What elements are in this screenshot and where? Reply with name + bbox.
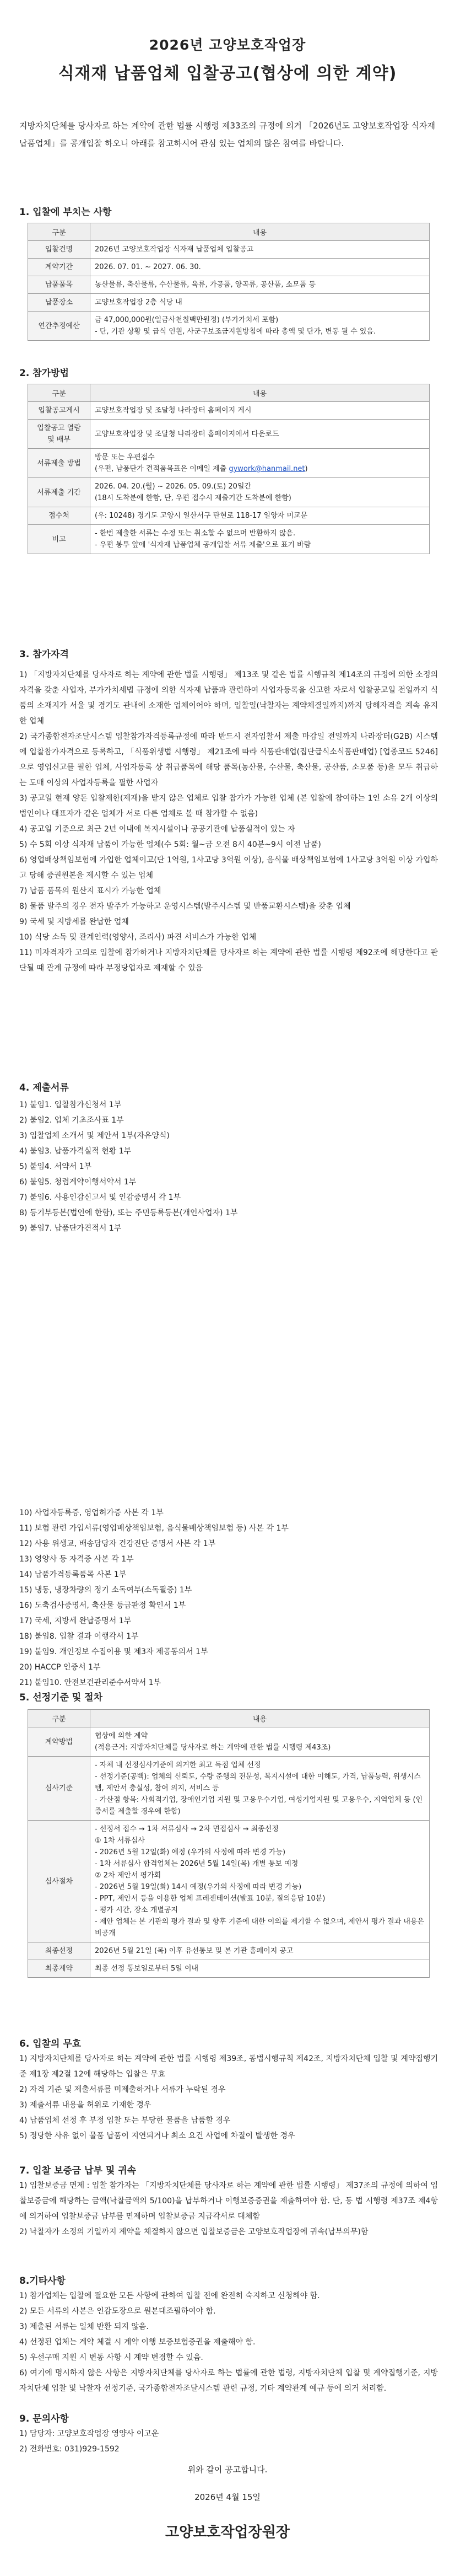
section9-heading: 9. 문의사항 [19,2413,69,2424]
row-value: 2026. 07. 01. ~ 2027. 06. 30. [90,259,430,276]
list-item: 1) 담당자: 고양보호작업장 영양사 이고운 [19,2429,159,2438]
list-item: 5) 붙임4. 서약서 1부 [19,1162,92,1171]
list-item: 1) 지방자치단체를 당사자로 하는 계약에 관한 법률 시행령 제39조, 동법시행규칙 제42조, 지방자치단체 입찰 및 계약집행기준 제1장 제2절 12에 해당하는 입찰은 무효 [19,2054,438,2079]
row-value: 고양보호작업장 2층 식당 내 [90,294,430,312]
list-item: 5) 정당한 사유 없이 물품 납품이 지연되거나 최소 요건 사업에 차질이 발생한 경우 [19,2132,295,2140]
table-row [28,402,430,420]
intro-paragraph: 지방자치단체를 당사자로 하는 계약에 관한 법률 시행령 제33조의 규정에 의거 「2026년도 고양보호작업장 식자재 납품업체」를 공개입찰 하오니 아래를 참고하시어 관심 있는 업체의 많은 참여를 바랍니다. [19,121,435,148]
list-item: 20) HACCP 인증서 1부 [19,1663,101,1672]
section3-list [19,667,438,976]
row-value: 최종 선정 통보일로부터 5일 이내 [90,1960,430,1978]
section5-table [28,1709,430,1978]
row-label: 계약기간 [28,259,90,276]
table-row [28,1727,430,1757]
row-value-text: 방문 또는 우편접수 (우편, 남풍단가 견적품목표은 이메일 제출 [95,453,229,473]
row-label: 입찰공고 열람 및 배부 [28,420,90,449]
list-item: 5) 수 5회 이상 식자재 납품이 가능한 업체(수 5회: 월~금 오전 8시 40분~9시 이전 납품) [19,840,321,849]
row-value: - 한번 제출한 서류는 수정 또는 취소할 수 없으며 반환하지 않음. - 우편 봉투 앞에 '식자재 납품업체 공개입찰 서류 제출'으로 표기 바람 [90,525,430,554]
list-item: 6) 여기에 명시하지 않은 사항은 지방자치단체를 당사자로 하는 법률에 관한 법령, 지방자치단체 입찰 및 계약집행기준, 지방자치단체 입찰 및 낙찰자 선정기준, 국가종합전자조달시스템 관련 규정, 기타 계약관계 예규 등에 의거 처리함. [19,2369,438,2393]
list-item: 2) 자격 기준 및 제출서류를 미제출하거나 서류가 누락된 경우 [19,2085,226,2094]
section6-heading: 6. 입찰의 무효 [19,2038,82,2049]
list-item: 14) 납품가격등록품목 사본 1부 [19,1570,127,1579]
title-line1: 2026년 고양보호작업장 [149,37,306,53]
list-item: 6) 영업배상책임보험에 가입한 업체이고(단 1억원, 1사고당 3억원 이상), 음식물 배상책임보험에 1사고당 3억원 이상 가입하고 당해 증권원본을 제시할 수 있는 업체 [19,856,438,880]
table-row [28,1942,430,1960]
col-header-value: 내용 [90,223,430,241]
row-label: 최종계약 [28,1960,90,1978]
list-item: 3) 입찰업체 소개서 및 제안서 1부(자유양식) [19,1131,170,1140]
section4-heading: 4. 제출서류 [19,1082,69,1093]
section2-heading: 2. 참가방법 [19,368,69,379]
organization-name: 고양보호작업장원장 [165,2524,290,2541]
row-value: 2026. 04. 20.(월) ~ 2026. 05. 09.(토) 20일간 (18시 도착분에 한함, 단, 우편 접수시 제출기간 도착분에 한함) [90,478,430,507]
table-row [28,241,430,259]
list-item: 7) 납품 품목의 원산지 표시가 가능한 업체 [19,887,161,895]
col-header-value: 내용 [90,1710,430,1727]
list-item: 11) 미자격자가 고의로 입찰에 참가하거나 지방자치단체를 당사자로 하는 계약에 관한 법률 시행령 제92조에 해당한다고 판단될 때 관계 규정에 따라 부정당업자로 제재할 수 있음 [19,948,438,973]
section5-heading: 5. 선정기준 및 절차 [19,1692,102,1703]
list-item: 2) 모든 서류의 사본은 인감도장으로 원본대조필하여야 함. [19,2307,216,2316]
section9-list [19,2426,438,2457]
section1-heading: 1. 입찰에 부치는 사항 [19,207,112,218]
table-row [28,420,430,449]
list-item: 16) 도축검사증명서, 축산물 등급판정 확인서 1부 [19,1601,186,1610]
email-link[interactable]: gywork@hanmail.net [229,465,305,473]
row-value: 협상에 의한 계약 (적용근거: 지방자치단체를 당사자로 하는 계약에 관한 법률 시행령 제43조) [90,1727,430,1757]
list-item: 6) 붙임5. 청렴계약이행서약서 1부 [19,1178,137,1187]
table-row [28,294,430,312]
table-row [28,525,430,554]
row-value: 농산물류, 축산물류, 수산물류, 육류, 가공품, 양곡류, 공산품, 소모품 등 [90,276,430,294]
list-item: 1) 붙임1. 입찰참가신청서 1부 [19,1101,122,1109]
section7-list [19,2178,438,2240]
row-value: 고양보호작업장 및 조달청 나라장터 홈페이지에서 다운로드 [90,420,430,449]
list-item: 1) 참가업체는 입찰에 필요한 모든 사항에 관하여 입찰 전에 완전히 숙지하고 신청해야 함. [19,2291,320,2300]
section4-list-b [19,1505,438,1690]
row-label: 연간추정예산 [28,312,90,341]
col-header-key: 구분 [28,223,90,241]
title-line2: 식재재 납품업체 입찰공고(협상에 의한 계약) [58,64,397,83]
list-item: 1) 「지방자치단체를 당사자로 하는 계약에 관한 법률 시행령」 제13조 및 같은 법률 시행규칙 제14조의 규정에 의한 소정의 자격을 갖춘 사업자, 부가가치세법 규정에 의한 식자재 납품과 관련하여 사업자등록을 신고한 자로서 입찰공고일 전일까지 식품의 소재지가 서울 및 경기도 관내에 소재한 업체이어야 하며, 입찰일(낙찰자는 계약체결일까지)까지 당해자격을 계속 유지한 업체 [19,670,438,726]
list-item: 9) 국세 및 지방세를 완납한 업체 [19,917,129,926]
row-label: 심사기준 [28,1757,90,1821]
list-item: 4) 선정된 업체는 계약 체결 시 계약 이행 보증보험증권을 제출해야 함. [19,2338,256,2347]
list-item: 3) 공고일 현재 양돈 입찰제한(제재)을 받지 않은 업체로 입찰 참가가 가능한 업체 (본 입찰에 참여하는 1인 소유 2개 이상의 법인이나 대표자가 같은 업체가 서로 다른 업체로 볼 때 참가할 수 없음) [19,794,438,818]
table-row [28,1757,430,1821]
row-value: 고양보호작업장 및 조달청 나라장터 홈페이지 게시 [90,402,430,420]
row-value: 금 47,000,000원(일금사천칠백만원정) (부가가치세 포함) - 단, 기관 상황 및 급식 인원, 사군구보조금지원방침에 따라 총액 및 단가, 변동 될 수 있음. [90,312,430,341]
row-label: 납품장소 [28,294,90,312]
row-label: 납품품목 [28,276,90,294]
list-item: 4) 납품업체 선정 후 부정 입찰 또는 부당한 물품을 납품할 경우 [19,2116,231,2125]
row-label: 입찰건명 [28,241,90,259]
list-item: 21) 붙임10. 안전보건관리준수서약서 1부 [19,1678,161,1687]
row-value: (우: 10248) 경기도 고양시 일산서구 탄현로 118-17 일양자 미교문 [90,507,430,525]
list-item: 15) 냉동, 냉장차량의 정기 소독여부(소독필증) 1부 [19,1586,192,1595]
row-value: 2026년 5월 21일 (목) 이후 유선통보 및 본 기관 홈페이지 공고 [90,1942,430,1960]
col-header-key: 구분 [28,1710,90,1727]
list-item: 2) 낙찰자가 소정의 기일까지 계약을 체결하지 않으면 입찰보증금은 고양보호작업장에 귀속(납부의무)함 [19,2228,369,2236]
table-row [28,276,430,294]
table-row [28,259,430,276]
notice-date: 2026년 4월 15일 [194,2492,261,2502]
list-item: 1) 입찰보증금 면제 : 입찰 참가자는 「지방자치단체를 당사자로 하는 계약에 관한 법률 시행령」 제37조의 규정에 의하여 입찰보증금에 해당하는 금액(낙찰금액의 5/100)을 납부하거나 이행보증증권을 제출하여야 함. 단, 동 법 시행령 제37조 제4항에 의거하여 입찰보증금 납부를 면제하며 입찰보증금 지급각서로 대체함 [19,2181,438,2221]
list-item: 5) 우선구매 지원 시 변동 사항 시 계약 변경할 수 있음. [19,2353,203,2362]
list-item: 10) 식당 소독 및 관계인력(영양사, 조리사) 파견 서비스가 가능한 업체 [19,933,257,942]
table-row [28,478,430,507]
section7-heading: 7. 입찰 보증금 납부 및 귀속 [19,2165,137,2176]
row-label: 심사절차 [28,1821,90,1942]
list-item: 13) 영양사 등 자격증 사본 각 1부 [19,1555,134,1564]
list-item: 3) 제출된 서류는 일체 반환 되지 않음. [19,2322,149,2331]
list-item: 2) 붙임2. 업체 기초조사표 1부 [19,1116,124,1125]
list-item: 18) 붙임8. 입찰 결과 이행각서 1부 [19,1632,139,1641]
col-header-value: 내용 [90,384,430,402]
row-label: 비고 [28,525,90,554]
table-row [28,1821,430,1942]
list-item: 2) 국가종합전자조달시스템 입찰참가자격등록규정에 따라 반드시 전자입찰서 제출 마감일 전일까지 나라장터(G2B) 시스템에 입찰참가자격으로 등록하고, 「식품위생법 시행령」 제21조에 따라 식품판매업(집단급식소식품판매업) [업종코드 5246]으로 영업신고를 필한 업체, 사업자등록 상 취급품목에 해당 품목(농산물, 수산물, 축산물, 공산품, 소모품 등)을 모두 취급하는 도매 이상의 사업자등록을 필한 사업자 [19,732,438,787]
row-label: 서류제출 기간 [28,478,90,507]
list-item: 7) 붙임6. 사용인감신고서 및 인감증명서 각 1부 [19,1193,181,1202]
table-row [28,507,430,525]
row-value: - 자체 내 선정심사기준에 의거한 최고 득점 업체 선정 - 선정기준(공백): 업체의 신뢰도, 수량 준행의 전문성, 복지시설에 대한 이해도, 가격, 납품능력, 위생시스템, 제안서 충실성, 참여 의지, 서비스 등 - 가산점 항목: 사회적기업, 장애인기업 지원 및 고용우수기업, 여성기업지원 및 고용우수, 지역업체 등 (인증서를 제출할 경우에 한함) [90,1757,430,1821]
list-item: 3) 제출서류 내용을 허위로 기재한 경우 [19,2101,151,2110]
row-label: 계약방법 [28,1727,90,1757]
section2-table [28,384,430,554]
section4-list-a [19,1097,438,1236]
table-row [28,449,430,478]
row-label: 접수처 [28,507,90,525]
list-item: 10) 사업자등록증, 영업허가증 사본 각 1부 [19,1509,164,1517]
section6-list [19,2051,438,2144]
row-label: 최종선정 [28,1942,90,1960]
row-value [90,449,430,478]
list-item: 17) 국세, 지방세 완납증명서 1부 [19,1617,132,1625]
row-value: - 선정서 접수 → 1차 서류심사 → 2차 면접심사 → 최종선정 ① 1차 서류심사 - 2026년 5월 12일(화) 예정 (우가의 사정에 따라 변경 가능) - 1차 서류심사 합격업체는 2026년 5월 14일(목) 개별 통보 예정 ② 2차 제안서 평가회 - 2026년 5월 19일(화) 14시 예정(우가의 사정에 따라 변경 가능) - PPT, 제안서 등을 이용한 업체 프레젠테이션(발표 10분, 질의응답 10분) - 평가 시간, 장소 개별공지 - 제안 업체는 본 기관의 평가 결과 및 향후 기준에 대한 이의를 제기할 수 없으며, 제안서 평가 결과 내용은 비공개 [90,1821,430,1942]
list-item: 4) 붙임3. 납품가격실적 현황 1부 [19,1147,132,1156]
row-value: 2026년 고양보호작업장 식자재 납품업체 입찰공고 [90,241,430,259]
list-item: 8) 물품 발주의 경우 전자 발주가 가능하고 운영시스템(발주시스템 및 반품교환시스템)을 갖춘 업체 [19,902,351,911]
list-item: 12) 사용 위생교, 배송담당자 건강진단 증명서 사본 각 1부 [19,1539,216,1548]
row-label: 서류제출 방법 [28,449,90,478]
list-item: 2) 전화번호: 031)929-1592 [19,2445,120,2454]
section8-list [19,2288,438,2396]
list-item: 4) 공고일 기준으로 최근 2년 이내에 복지시설이나 공공기관에 납품실적이 있는 자 [19,825,295,834]
table-row [28,312,430,341]
col-header-key: 구분 [28,384,90,402]
list-item: 8) 등기부등본(법인에 한함), 또는 주민등록등본(개인사업자) 1부 [19,1209,238,1217]
row-value-suffix: ) [305,465,308,473]
table-row [28,1960,430,1978]
section3-heading: 3. 참가자격 [19,649,69,660]
list-item: 9) 붙임7. 납품단가견적서 1부 [19,1224,122,1233]
section1-table [28,223,430,341]
list-item: 11) 보험 관련 가입서류(영업배상책임보험, 음식물배상책임보험 등) 사본 각 1부 [19,1524,289,1533]
closing-text: 위와 같이 공고합니다. [187,2465,268,2475]
row-label: 입찰공고게시 [28,402,90,420]
section8-heading: 8.기타사항 [19,2276,66,2287]
list-item: 19) 붙임9. 개인정보 수집이용 및 제3자 제공동의서 1부 [19,1647,208,1656]
